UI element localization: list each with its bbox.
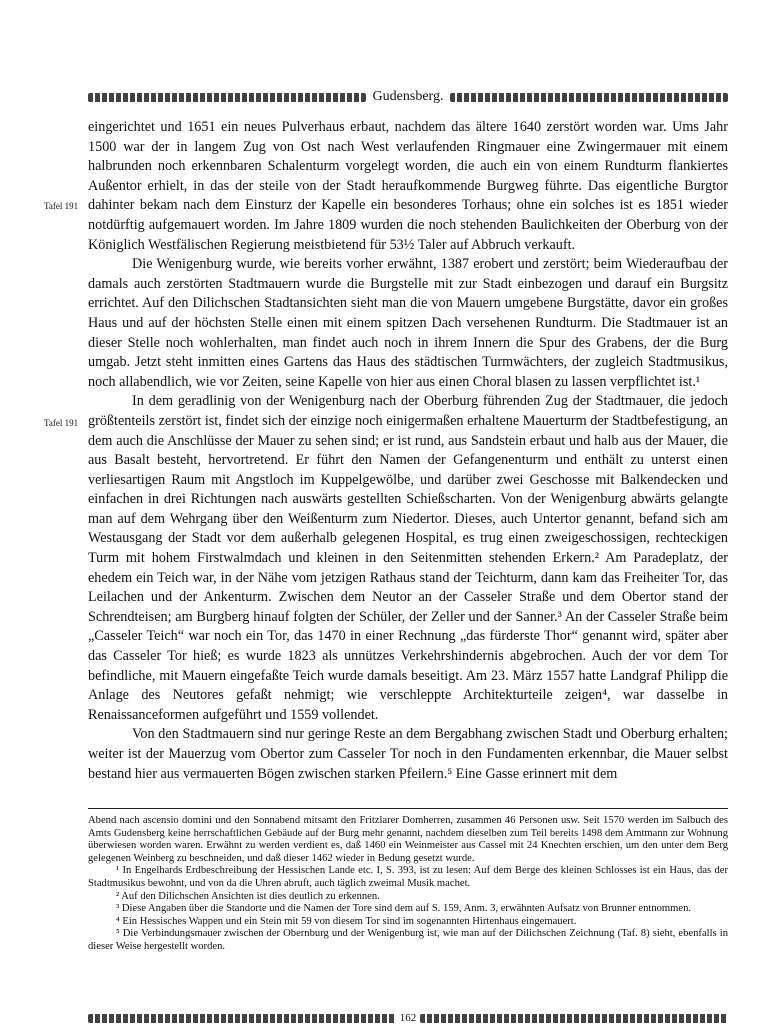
footnote: Abend nach ascensio domini und den Sonnabend mitsamt den Fritzlarer Domherren, zusammen 46 Personen usw. Seit 1570 werden im Salbuch des Amts Gudensberg keine herrschaftlichen Gebäude auf der Burg mehr genannt, nachdem dieselben zum Teil bereits 1498 dem Amtmann zur Wohnung überwiesen worden waren. Erwähnt zu werden verdient es, daß 1460 ein Weinmeister aus Cassel mit 24 Knechten erschien, um den unter dem Berg gelegenen Weinberg zu beschneiden, und daß dieser 1462 wieder in Bedung gesetzt wurde. [88,815,728,864]
running-header [88,88,728,106]
header-title: Gudensberg. [372,89,444,104]
paragraph: eingerichtet und 1651 ein neues Pulverhaus erbaut, nachdem das ältere 1640 zerstört worden war. Ums Jahr 1500 war der in langem Zug von Ost nach West verlaufenden Ringmauer eine Zwingermauer mit einem halbrunden noch erkennbaren Schalenturm vorgelegt worden, die auch ein von einem Rundturm flankiertes Außentor erhielt, in das der steile von der Stadt heraufkommende Burgweg führte. Das eigentliche Burgtor dahinter bekam nach dem Einsturz der Kapelle ein besonderes Torhaus; ohne ein solches ist es 1851 wieder notdürftig aufgemauert worden. Im Jahre 1809 wurden die noch stehenden Baulichkeiten der Oberburg von der Königlich Westfälischen Regierung meistbietend für 53½ Taler auf Abbruch verkauft. [88,119,728,253]
footnote: ⁴ Ein Hessisches Wappen und ein Stein mit 59 von diesem Tor sind im sogenannten Hirtenhaus eingemauert. [116,915,577,927]
body-text [88,118,728,784]
page-number: 162 [399,1012,417,1024]
running-footer [88,1010,728,1026]
ornament-left-icon [88,1014,396,1023]
paragraph: In dem geradlinig von der Wenigenburg nach der Oberburg führenden Zug der Stadtmauer, die jedoch größtenteils zerstört ist, findet sich der einzige noch einigermaßen erhaltene Mauerturm der Stadtbefestigung, an dem auch die Anschlüsse der Mauer zu sehen sind; er ist rund, aus Sandstein erbaut und halb aus der Mauer, die aus Basalt besteht, hervortretend. Er führt den Namen der Gefangenenturm und enthält zu unterst einen verliesartigen Raum mit Angstloch im Kuppelgewölbe, und darüber zwei Geschosse mit Balkendecken und einfachen in drei Richtungen nach auswärts gestellten Schießscharten. Von der Wenigenburg abwärts gelangte man auf dem Wehrgang über den Weißenturm zum Niedertor. Dieses, auch Untertor genannt, befand sich am Westausgang der Stadt vor dem außerhalb gelegenen Hospital, es trug einen zweigeschossigen, rechteckigen Turm mit hohem Firstwalmdach und kleinen in den Seitenmitten stehenden Erkern.² Am Paradeplatz, der ehedem ein Teich war, in der Nähe vom jetzigen Rathaus stand der Teichturm, dann kam das Freiheiter Tor, das Leilachen und der Ankenturm. Zwischen dem Neutor an der Casseler Straße und dem Obertor stand der Schrendteisen; am Burgberg hinauf folgten der Schüler, der Zeller und der Sanner.³ An der Casseler Straße beim „Casseler Teich“ war noch ein Tor, das 1470 in einer Rechnung „das fürderste Thor“ genannt wird, später aber das Casseler Tor hieß; es wurde 1823 als unnützes Verkehrshindernis abgebrochen. Auch der vor dem Tor befindliche, mit Mauern eingefaßte Teich wurde damals beseitigt. Am 23. März 1557 hatte Landgraf Philipp die Anlage des Neutores gefaßt nehmigt; wie verschleppte Architekturteile zeigen⁴, war dasselbe in Renaissanceformen aufgeführt und 1559 vollendet. [88,393,728,723]
ornament-left-icon [88,93,366,102]
footnote: ³ Diese Angaben über die Standorte und die Namen der Tore sind dem auf S. 159, Anm. 3, erwähnten Aufsatz von Brunner entnommen. [116,903,692,915]
footnote: ² Auf den Dilichschen Ansichten ist dies deutlich zu erkennen. [116,890,380,902]
paragraph: Die Wenigenburg wurde, wie bereits vorher erwähnt, 1387 erobert und zerstört; beim Wiederaufbau der damals auch zerstörten Stadtmauern wurde die Burgstelle mit zur Stadt einbezogen und darauf ein Burgsitz errichtet. Auf den Dilichschen Stadtansichten sieht man die von Mauern umgebene Burgstätte, davor ein großes Haus und auf der höchsten Stelle einen mit einem spitzen Dach versehenen Rundturm. Die Stadtmauer ist an dieser Stelle noch wohlerhalten, man findet auch noch in ihrem Innern die Spur des Grabens, der die Burg umgab. Jetzt steht inmitten eines Gartens das Haus des städtischen Turmwächters, der zugleich Stadtmusikus, noch allabendlich, wie vor Zeiten, seine Kapelle von hier aus einen Choral blasen zu lassen verpflichtet ist.¹ [88,256,728,390]
paragraph: Von den Stadtmauern sind nur geringe Reste an dem Bergabhang zwischen Stadt und Oberburg erhalten; weiter ist der Mauerzug vom Obertor zum Casseler Tor noch in den Fundamenten erkennbar, die Mauer selbst bestand hier aus vermauerten Bögen zwischen starken Pfeilern.⁵ Eine Gasse erinnert mit dem [88,726,728,782]
margin-note-tafel: Tafel 191 [44,418,79,428]
footnote: ¹ In Engelhards Erdbeschreibung der Hessischen Lande etc. I, S. 393, ist zu lesen: Auf dem Berge des kleinen Schlosses ist ein Haus, das der Stadtmusikus bewohnt, und von da die Uhren abruft, auch täglich zweimal Musik machet. [88,865,728,889]
footnotes [88,815,728,954]
footnote: ⁵ Die Verbindungsmauer zwischen der Obernburg und der Wenigenburg ist, wie man auf der Dilichschen Zeichnung (Taf. 8) sieht, ebenfalls in dieser Weise hergestellt worden. [88,928,728,952]
ornament-right-icon [420,1014,728,1023]
ornament-right-icon [450,93,728,102]
footnote-rule [88,808,728,809]
margin-note-tafel: Tafel 191 [44,201,79,211]
